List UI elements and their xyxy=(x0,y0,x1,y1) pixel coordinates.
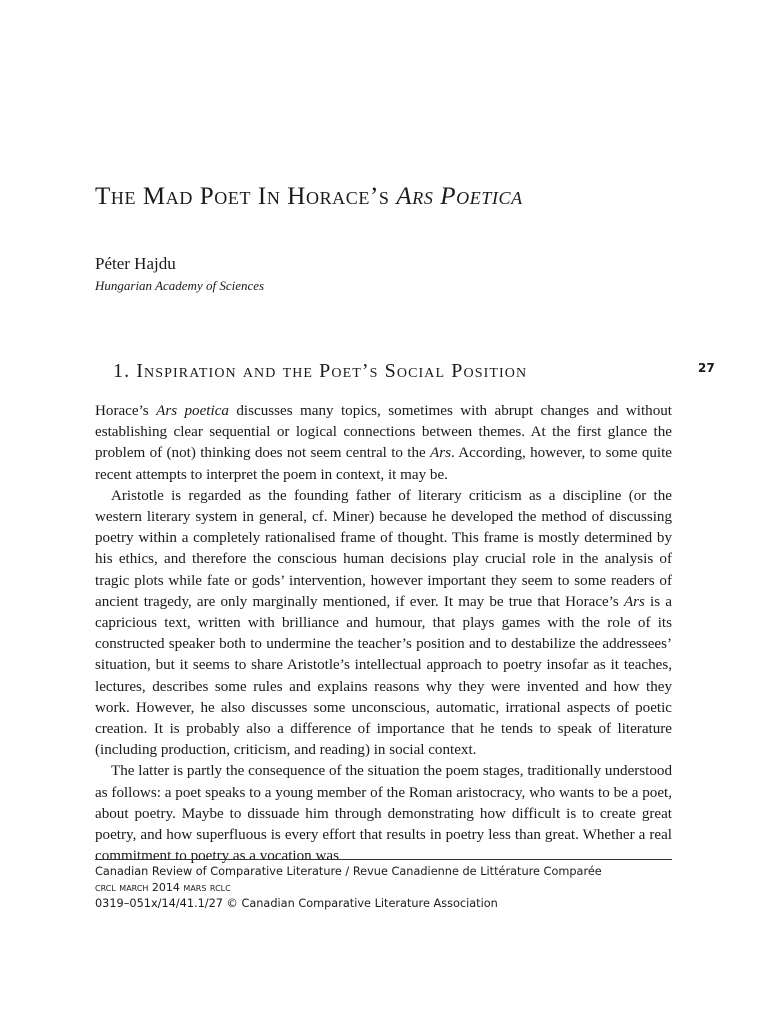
page-footer xyxy=(95,864,695,912)
doi-line: 0319–051x/14/41.1/27 © Canadian Comparative Literature Association xyxy=(95,897,498,910)
author-name: Péter Hajdu xyxy=(95,254,176,273)
issue-mars: mars rclc xyxy=(183,881,231,894)
text-run: discusses many topics, sometimes with abrupt changes and without establishing clear sequential or logical connections between themes. At the first glance the problem of (not) thinking does not seem central to the xyxy=(95,403,672,462)
issue-line xyxy=(95,880,695,896)
body-text xyxy=(95,401,672,867)
paragraph-1 xyxy=(95,401,672,486)
paragraph-3: The latter is partly the consequence of the situation the poem stages, traditionally understood as follows: a poet speaks to a young member of the Roman aristocracy, who wants to be a poet, about poetry. Maybe to dissuade him through demonstrating how difficult is to create great poetry, and how superfluous is every effort that results in poetry less than great. Whether a real commitment to poetry as a vocation was xyxy=(95,763,672,865)
article-title-italic: Ars Poetica xyxy=(396,183,523,210)
issue-crcl: crcl xyxy=(95,881,116,894)
page-number: 27 xyxy=(698,361,715,375)
text-run: is a capricious text, written with brilliance and humour, that plays games with the role of its constructed speaker both to undermine the teacher’s position and to destabilize the addressees’ situation, but it seems to share Aristotle’s intellectual approach to poetry insofar as it teaches, lectures, describes some rules and explains reasons why they were invented and how they work. However, he also discusses some unconscious, automatic, irrational aspects of poetic creation. It is probably also a difference of importance that he tends to speak of literature (including production, criticism, and reading) in social context. xyxy=(95,593,672,759)
italic-run: Ars xyxy=(623,593,645,610)
italic-run: Ars xyxy=(430,445,452,462)
article-title-main: The Mad Poet In Horace’s xyxy=(95,183,397,210)
journal-name: Canadian Review of Comparative Literature / Revue Canadienne de Littérature Comparée xyxy=(95,865,602,878)
section-heading: 1. Inspiration and the Poet’s Social Position xyxy=(113,360,528,382)
author-affiliation: Hungarian Academy of Sciences xyxy=(95,278,265,293)
issue-date: march 2014 xyxy=(115,881,184,894)
paragraph-2 xyxy=(95,486,672,762)
footer-divider xyxy=(95,859,672,860)
text-run: Horace’s xyxy=(95,403,157,419)
article-title xyxy=(95,183,695,211)
italic-run: Ars poetica xyxy=(156,403,229,419)
text-run: Aristotle is regarded as the founding father of literary criticism as a discipline (or the western literary system in general, cf. Miner) because he developed the method of discussing poetry within a completely rationalised frame of thought. This frame is mostly determined by his ethics, and therefore the conscious human decisions play crucial role in the analysis of tragic plots while fate or gods’ intervention, however important they seem to some readers of ancient tragedy, are only marginally mentioned, if ever. It may be true that Horace’s xyxy=(95,487,672,610)
text-run: . According, however, to some quite recent attempts to interpret the poem in context, it may be. xyxy=(95,445,673,483)
